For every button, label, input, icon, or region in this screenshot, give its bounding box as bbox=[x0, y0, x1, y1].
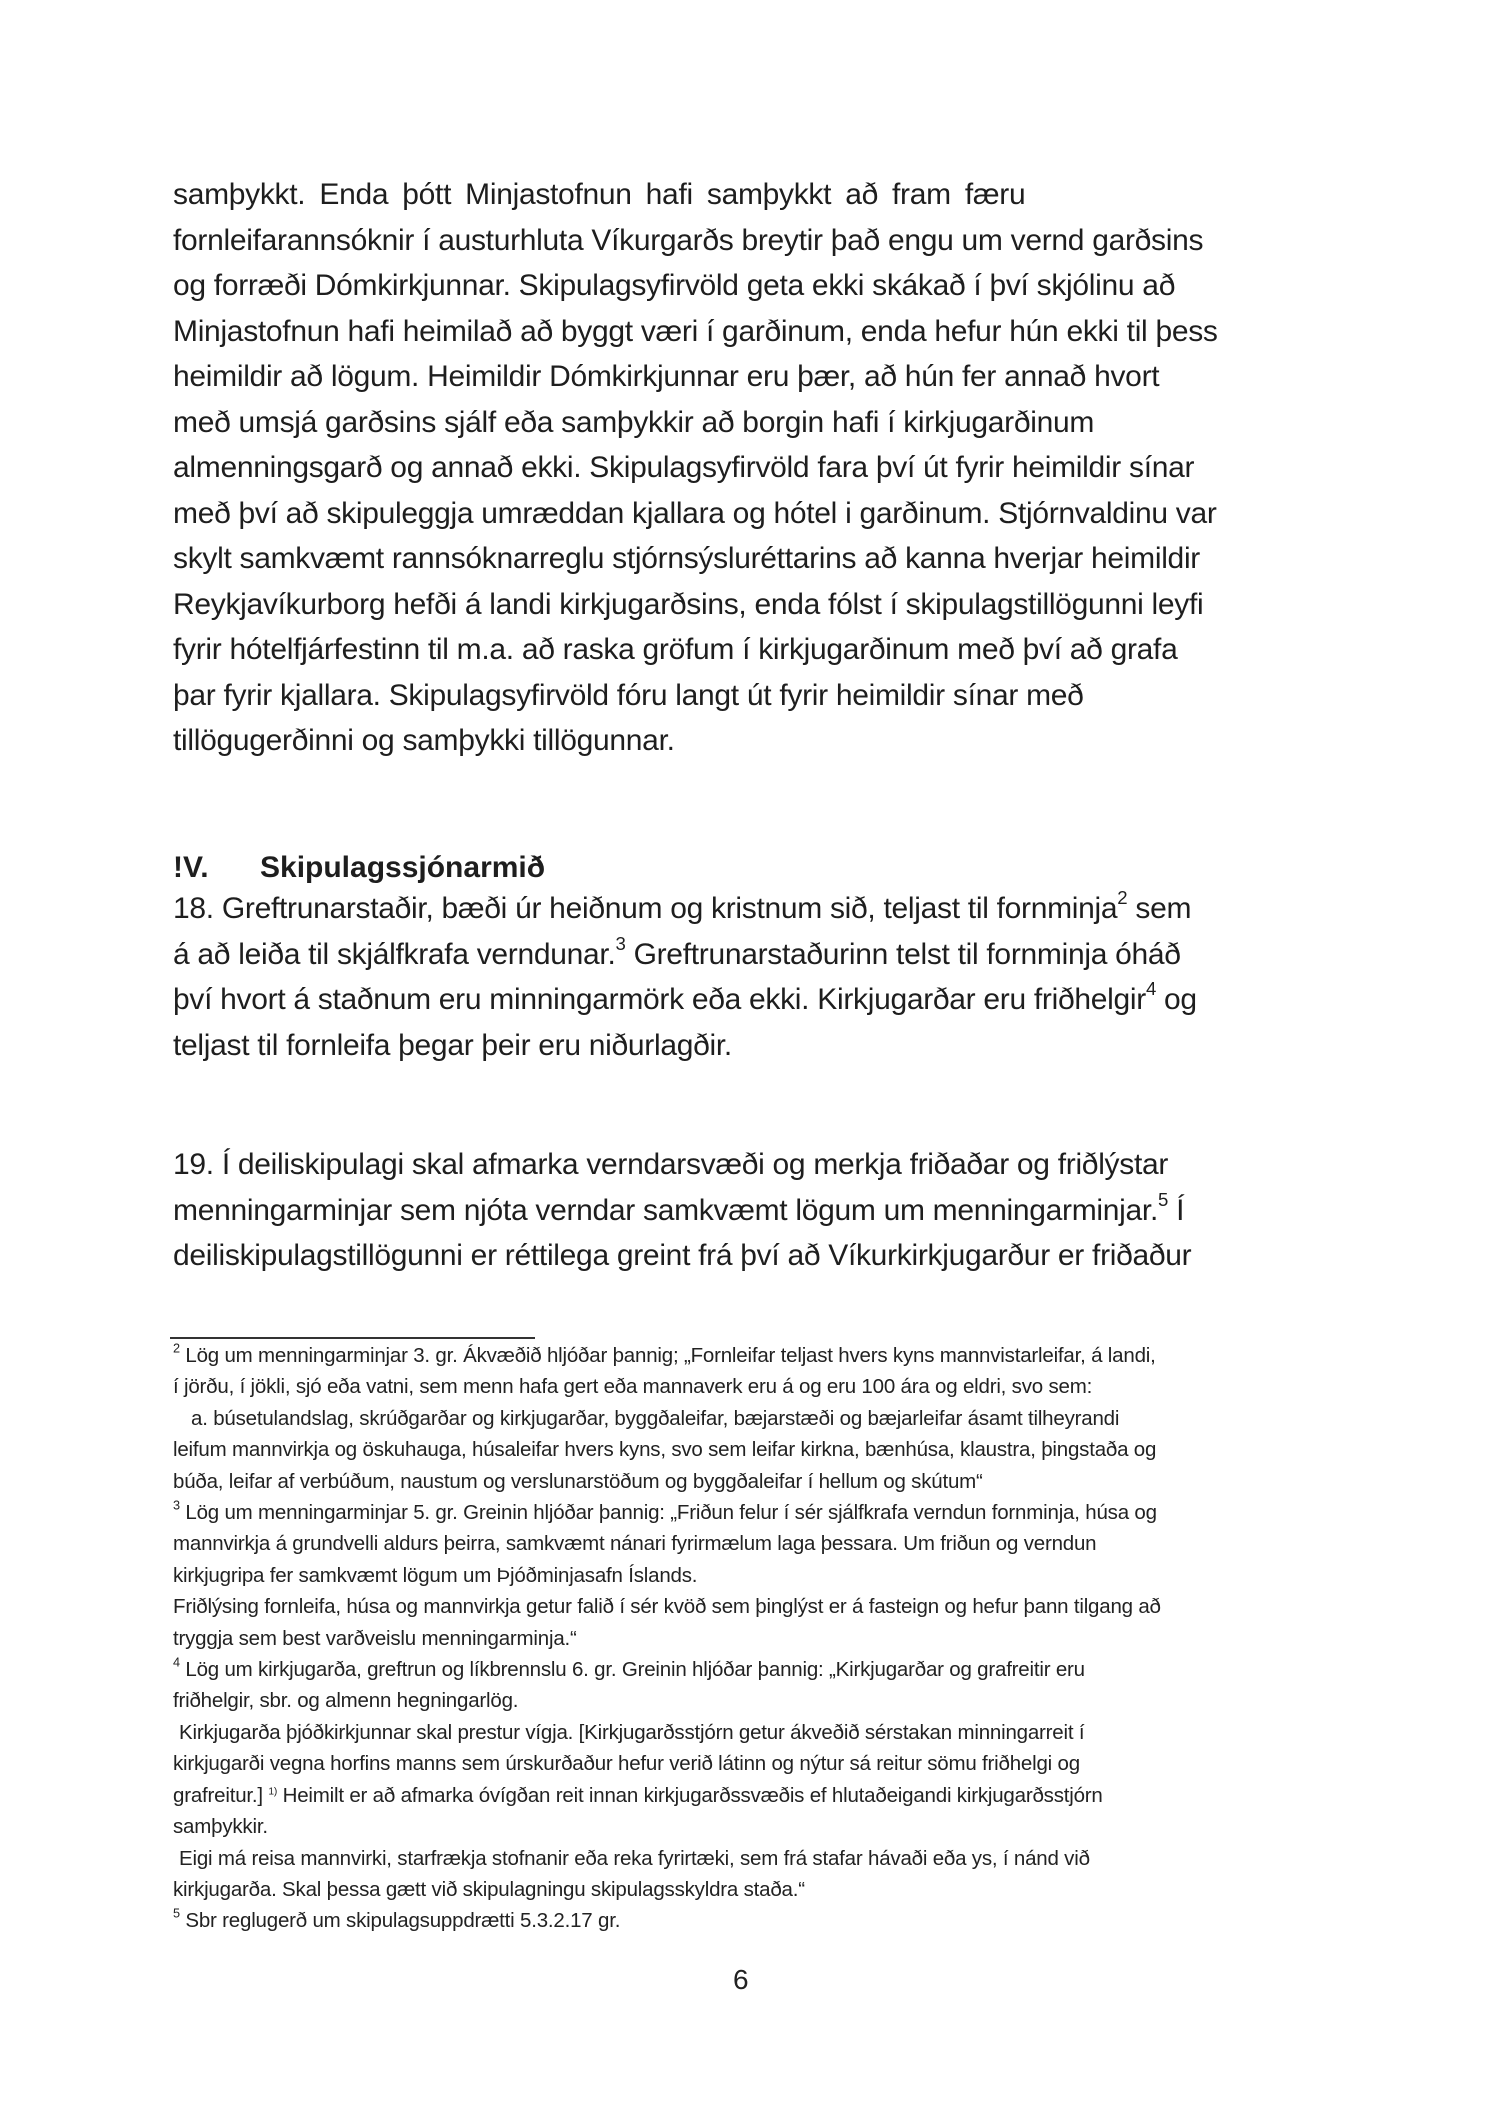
text-span: og bbox=[1156, 983, 1197, 1016]
footnote-line: samþykkir. bbox=[173, 1815, 268, 1839]
footnotes bbox=[173, 1340, 1303, 1937]
paragraph-19 bbox=[173, 1142, 1316, 1279]
text-span: sem bbox=[1127, 892, 1192, 925]
footnote-line: a. búsetulandslag, skrúðgarðar og kirkjugarðar, byggðaleifar, bæjarstæði og bæjarleifar ásamt tilheyrandi bbox=[191, 1406, 1120, 1430]
text-line: almenningsgarð og annað ekki. Skipulagsyfirvöld fara því út fyrir heimildir sínar bbox=[173, 451, 1195, 484]
text-span: Heimilt er að afmarka óvígðan reit innan kirkjugarðssvæðis ef hlutaðeigandi kirkjugarðsstjórn bbox=[277, 1783, 1103, 1807]
text-line: Minjastofnun hafi heimilað að byggt væri í garðinum, enda hefur hún ekki til þess bbox=[173, 314, 1218, 348]
text-line: teljast til fornleifa þegar þeir eru niðurlagðir. bbox=[173, 1028, 732, 1062]
text-span: Sbr reglugerð um skipulagsuppdrætti 5.3.2.17 gr. bbox=[179, 1909, 621, 1933]
footnote-line: tryggja sem best varðveislu menningarminja.“ bbox=[173, 1626, 577, 1650]
text-span: Lög um kirkjugarða, greftrun og líkbrennslu 6. gr. Greinin hljóðar þannig: „Kirkjugarðar og grafreitir eru bbox=[179, 1658, 1085, 1682]
section-title: Skipulagssjónarmið bbox=[260, 851, 546, 884]
footnote-4 bbox=[173, 1654, 1303, 1905]
footnote-2 bbox=[173, 1340, 1303, 1497]
text-span: 18. Greftrunarstaðir, bæði úr heiðnum og kristnum sið, teljast til fornminja bbox=[173, 892, 1118, 925]
footnote-ref-5[interactable]: 5 bbox=[1158, 1188, 1169, 1210]
footnote-line: friðhelgir, sbr. og almenn hegningarlög. bbox=[173, 1689, 519, 1713]
text-span: Greftrunarstaðurinn telst til fornminja óháð bbox=[625, 937, 1181, 971]
section-number: !V. bbox=[173, 851, 209, 884]
footnote-line: kirkjugarða. Skal þessa gætt við skipulagningu skipulagsskyldra staða.“ bbox=[173, 1877, 805, 1901]
footnote-line: kirkjugripa fer samkvæmt lögum um Þjóðminjasafn Íslands. bbox=[173, 1563, 698, 1587]
footnote-5 bbox=[173, 1905, 1303, 1936]
text-line: 19. Í deiliskipulagi skal afmarka verndarsvæði og merkja friðaðar og friðlýstar bbox=[173, 1148, 1169, 1181]
footnote-line bbox=[173, 1654, 1303, 1685]
text-line bbox=[173, 886, 1316, 932]
text-line: tillögugerðinni og samþykki tillögunnar. bbox=[173, 724, 675, 757]
footnote-marker: 5 bbox=[173, 1905, 180, 1921]
footnote-3 bbox=[173, 1497, 1303, 1654]
text-line: og forræði Dómkirkjunnar. Skipulagsyfirvöld geta ekki skákað í því skjólinu að bbox=[173, 269, 1176, 302]
footnote-ref-3[interactable]: 3 bbox=[615, 932, 626, 954]
footnote-line bbox=[173, 1497, 1303, 1528]
footnote-line: búða, leifar af verbúðum, naustum og verslunarstöðum og byggðaleifar í hellum og skútum“ bbox=[173, 1469, 983, 1493]
text-line bbox=[173, 977, 1316, 1023]
text-span: á að leiða til skjálfkrafa verndunar. bbox=[173, 937, 616, 971]
text-line: fyrir hótelfjárfestinn til m.a. að raska gröfum í kirkjugarðinum með því að grafa bbox=[173, 633, 1178, 666]
page-number: 6 bbox=[733, 1964, 749, 1995]
footnote-ref-4[interactable]: 4 bbox=[1145, 978, 1156, 1000]
paragraph-intro bbox=[173, 172, 1316, 764]
footnote-line bbox=[173, 1340, 1303, 1371]
text-span: menningarminjar sem njóta verndar samkvæmt lögum um menningarminjar. bbox=[173, 1193, 1158, 1227]
footnote-line: mannvirkja á grundvelli aldurs þeirra, samkvæmt nánari fyrirmælum laga þessara. Um friðun og verndun bbox=[173, 1532, 1097, 1556]
footnote-line bbox=[173, 1905, 1303, 1936]
footnote-line: kirkjugarði vegna horfins manns sem úrskurðaður hefur verið látinn og nýtur sá reitur sömu friðhelgi og bbox=[173, 1752, 1080, 1776]
footnote-line: Friðlýsing fornleifa, húsa og mannvirkja getur falið í sér kvöð sem þinglýst er á fasteign og hefur þann tilgang að bbox=[173, 1595, 1161, 1619]
text-span: Lög um menningarminjar 3. gr. Ákvæðið hljóðar þannig; „Fornleifar teljast hvers kyns mannvistarleifar, á landi, bbox=[179, 1344, 1156, 1367]
text-span: Lög um menningarminjar 5. gr. Greinin hljóðar þannig: „Friðun felur í sér sjálfkrafa verndun fornminja, húsa og bbox=[179, 1501, 1157, 1525]
footnote-line: Eigi má reisa mannvirki, starfrækja stofnanir eða reka fyrirtæki, sem frá stafar hávaði eða ys, í nánd við bbox=[179, 1846, 1090, 1870]
footnote-marker: 2 bbox=[173, 1340, 180, 1356]
amendment-marker: 1) bbox=[268, 1786, 278, 1797]
text-line: þar fyrir kjallara. Skipulagsyfirvöld fóru langt út fyrir heimildir sínar með bbox=[173, 678, 1084, 712]
paragraph-18 bbox=[173, 886, 1316, 1068]
text-line: með því að skipuleggja umræddan kjallara og hótel i garðinum. Stjórnvaldinu var bbox=[173, 496, 1217, 530]
footnote-line: Kirkjugarða þjóðkirkjunnar skal prestur vígja. [Kirkjugarðsstjórn getur ákveðið sérstakan minningarreit í bbox=[179, 1720, 1085, 1744]
text-line: með umsjá garðsins sjálf eða samþykkir að borgin hafi í kirkjugarðinum bbox=[173, 405, 1095, 439]
text-line: Reykjavíkurborg hefði á landi kirkjugarðsins, enda fólst í skipulagstillögunni leyfi bbox=[173, 587, 1204, 621]
text-line: samþykkt. Enda þótt Minjastofnun hafi samþykkt að fram færu bbox=[173, 178, 1026, 211]
text-line: skylt samkvæmt rannsóknarreglu stjórnsýsluréttarins að kanna hverjar heimildir bbox=[173, 542, 1200, 575]
text-line: deiliskipulagstillögunni er réttilega greint frá því að Víkurkirkjugarður er friðaður bbox=[173, 1239, 1192, 1272]
text-line: heimildir að lögum. Heimildir Dómkirkjunnar eru þær, að hún fer annað hvort bbox=[173, 360, 1160, 393]
text-span: grafreitur.] bbox=[173, 1783, 269, 1807]
footnote-marker: 4 bbox=[173, 1654, 180, 1670]
footnote-marker: 3 bbox=[173, 1497, 180, 1513]
footnote-line bbox=[173, 1780, 1303, 1811]
text-span: því hvort á staðnum eru minningarmörk eða ekki. Kirkjugarðar eru friðhelgir bbox=[173, 983, 1146, 1016]
footnote-ref-2[interactable]: 2 bbox=[1117, 887, 1128, 909]
text-span: Í bbox=[1168, 1193, 1185, 1227]
footnote-line: leifum mannvirkja og öskuhauga, húsaleifar hvers kyns, svo sem leifar kirkna, bænhúsa, klaustra, þingstaða og bbox=[173, 1438, 1157, 1462]
section-heading bbox=[173, 845, 545, 890]
footnote-line: í jörðu, í jökli, sjó eða vatni, sem menn hafa gert eða mannaverk eru á og eru 100 ára og eldri, svo sem: bbox=[173, 1375, 1093, 1399]
text-line bbox=[173, 1188, 1316, 1234]
text-line: fornleifarannsóknir í austurhluta Víkurgarðs breytir það engu um vernd garðsins bbox=[173, 223, 1204, 257]
footnote-separator bbox=[170, 1337, 535, 1339]
text-line bbox=[173, 932, 1316, 978]
